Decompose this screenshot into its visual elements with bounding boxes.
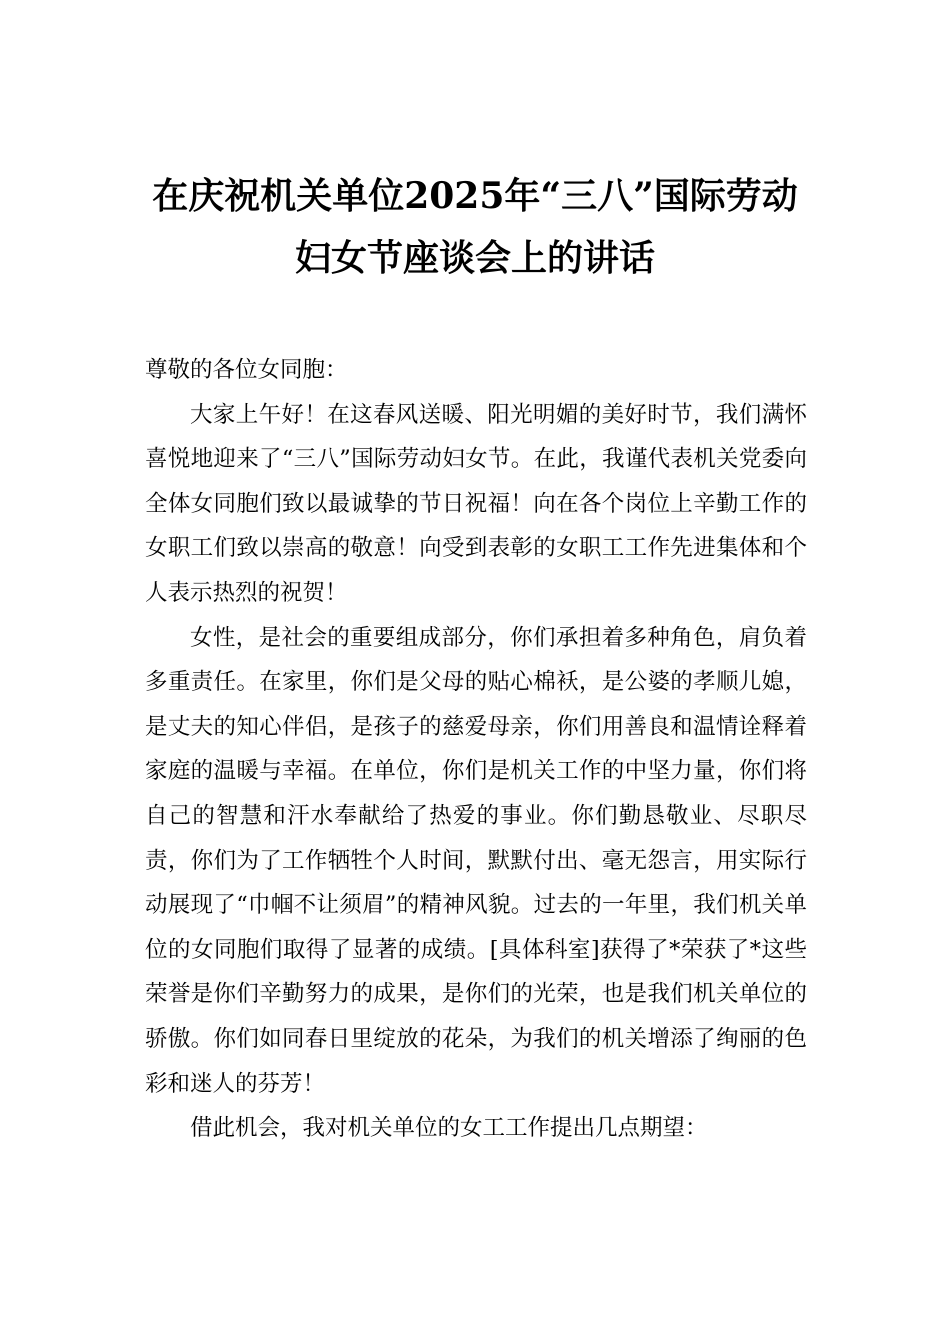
paragraph-expectations: 借此机会，我对机关单位的女工工作提出几点期望： [190, 1115, 708, 1142]
document-body [145, 348, 807, 1151]
document-title [100, 165, 850, 289]
title-line-2: 妇女节座谈会上的讲话 [294, 237, 655, 279]
title-line-1: 在庆祝机关单位2025年“三八”国际劳动 [152, 175, 798, 217]
paragraph-greeting: 大家上午好！在这春风送暖、阳光明媚的美好时节，我们满怀喜悦地迎来了“三八”国际劳动妇女节。在此，我谨代表机关党委向全体女同胞们致以最诚挚的节日祝福！向在各个岗位上辛勤工作的女职工们致以崇高的敬意！向受到表彰的女职工工作先进集体和个人表示热烈的祝贺！ [145, 401, 807, 606]
paragraph-women-roles: 女性，是社会的重要组成部分，你们承担着多种角色，肩负着多重责任。在家里，你们是父母的贴心棉袄，是公婆的孝顺儿媳，是丈夫的知心伴侣，是孩子的慈爱母亲，你们用善良和温情诠释着家庭的温暖与幸福。在单位，你们是机关工作的中坚力量，你们将自己的智慧和汗水奉献给了热爱的事业。你们勤恳敬业、尽职尽责，你们为了工作牺牲个人时间，默默付出、毫无怨言，用实际行动展现了“巾帼不让须眉”的精神风貌。过去的一年里，我们机关单位的女同胞们取得了显著的成绩。[具体科室]获得了*荣获了*这些荣誉是你们辛勤努力的成果，是你们的光荣，也是我们机关单位的骄傲。你们如同春日里绽放的花朵，为我们的机关增添了绚丽的色彩和迷人的芬芳！ [145, 624, 807, 1097]
salutation: 尊敬的各位女同胞： [145, 357, 348, 383]
